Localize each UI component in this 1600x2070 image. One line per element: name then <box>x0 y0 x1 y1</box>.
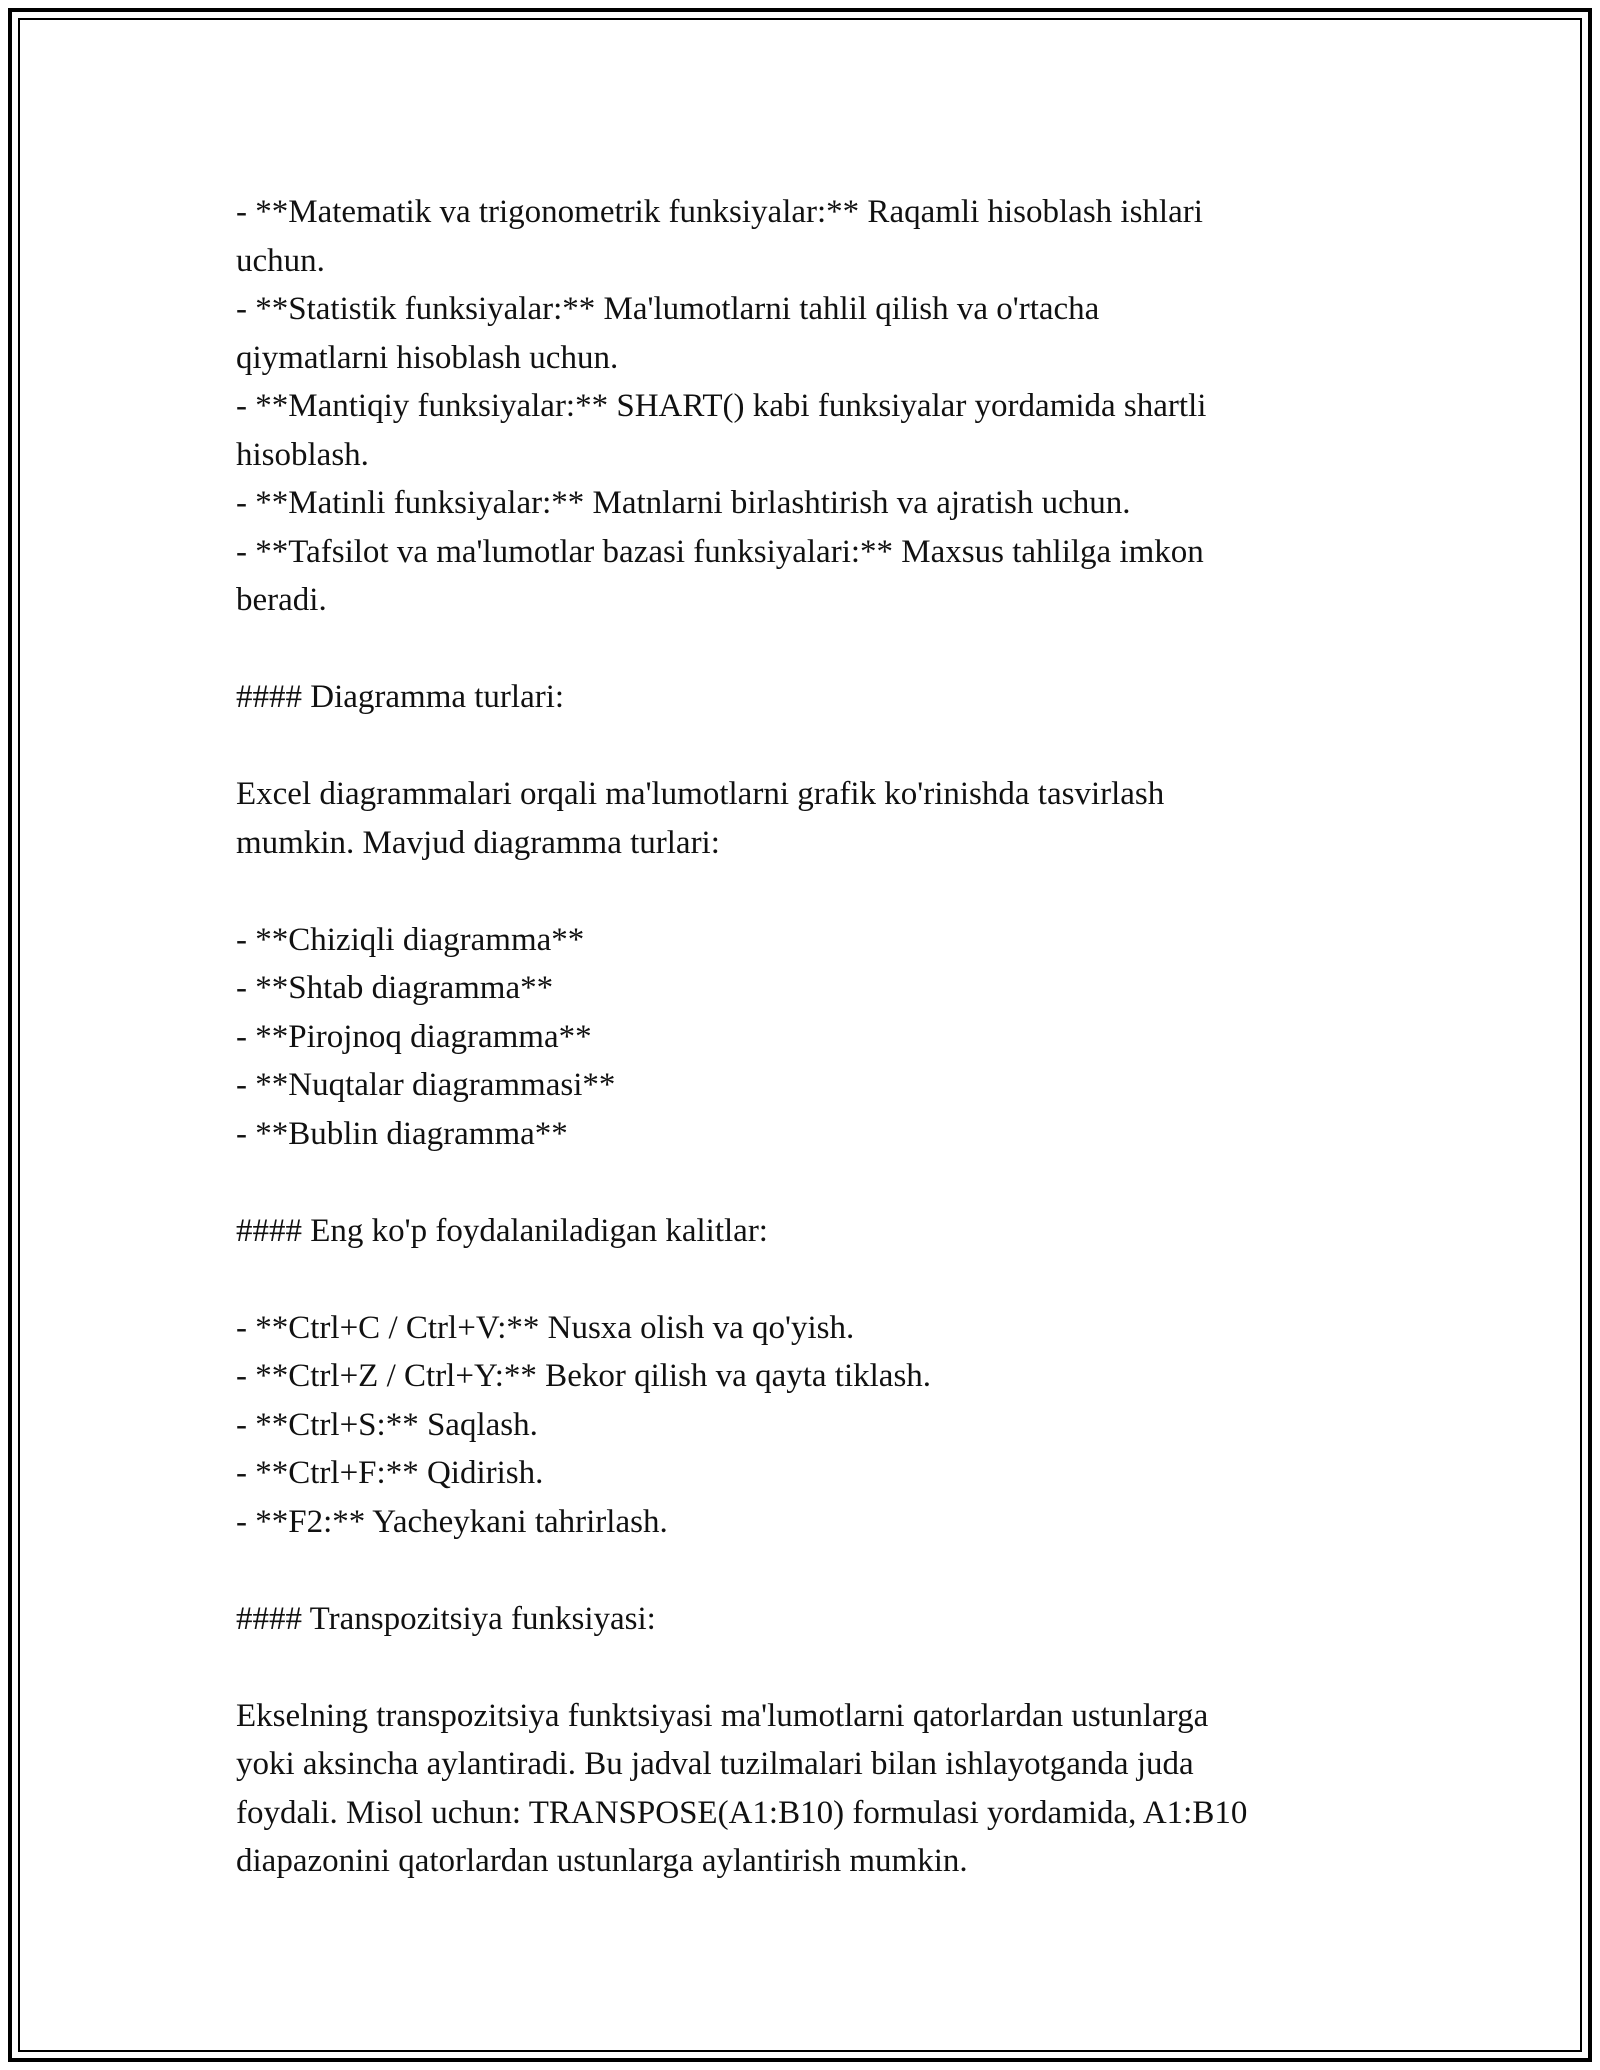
section-heading-kalitlar: #### Eng ko'p foydalaniladigan kalitlar: <box>236 1212 768 1249</box>
list-item: - **Bublin diagramma** <box>236 1115 568 1152</box>
section-heading-transpozitsiya: #### Transpozitsiya funksiyasi: <box>236 1600 656 1637</box>
paragraph-line: Ekselning transpozitsiya funktsiyasi ma'lumotlarni qatorlardan ustunlarga <box>236 1697 1209 1734</box>
paragraph-line: Excel diagrammalari orqali ma'lumotlarni grafik ko'rinishda tasvirlash <box>236 776 1165 812</box>
list-item: - **Matematik va trigonometrik funksiyalar:** Raqamli hisoblash ishlari <box>236 194 1203 230</box>
paragraph-line: mumkin. Mavjud diagramma turlari: <box>236 824 720 861</box>
list-item: - **Nuqtalar diagrammasi** <box>236 1067 616 1103</box>
list-item: - **Matinli funksiyalar:** Matnlarni birlashtirish va ajratish uchun. <box>236 485 1131 521</box>
list-item: - **Ctrl+F:** Qidirish. <box>236 1455 544 1491</box>
spacer <box>236 722 1376 771</box>
spacer <box>236 1643 1376 1692</box>
list-item-continuation: uchun. <box>236 242 325 279</box>
paragraph-line: diapazonini qatorlardan ustunlarga aylantirish mumkin. <box>236 1843 968 1879</box>
list-item-continuation: hisoblash. <box>236 436 369 473</box>
spacer <box>236 1546 1376 1595</box>
spacer <box>236 625 1376 674</box>
paragraph-line: foydali. Misol uchun: TRANSPOSE(A1:B10) formulasi yordamida, A1:B10 <box>236 1794 1248 1831</box>
list-item: - **Ctrl+S:** Saqlash. <box>236 1406 538 1443</box>
list-item: - **Mantiqiy funksiyalar:** SHART() kabi funksiyalar yordamida shartli <box>236 388 1207 424</box>
list-item-continuation: qiymatlarni hisoblash uchun. <box>236 339 619 376</box>
paragraph-line: yoki aksincha aylantiradi. Bu jadval tuzilmalari bilan ishlayotganda juda <box>236 1746 1194 1782</box>
list-item: - **Statistik funksiyalar:** Ma'lumotlarni tahlil qilish va o'rtacha <box>236 291 1100 327</box>
spacer <box>236 1158 1376 1207</box>
list-item: - **Shtab diagramma** <box>236 970 554 1006</box>
document-body <box>236 188 1376 1886</box>
list-item: - **Pirojnoq diagramma** <box>236 1018 592 1055</box>
spacer <box>236 1255 1376 1304</box>
list-item-continuation: beradi. <box>236 582 327 618</box>
list-item: - **Tafsilot va ma'lumotlar bazasi funksiyalari:** Maxsus tahlilga imkon <box>236 533 1204 570</box>
spacer <box>236 867 1376 916</box>
list-item: - **Ctrl+C / Ctrl+V:** Nusxa olish va qo'yish. <box>236 1309 855 1346</box>
list-item: - **Chiziqli diagramma** <box>236 921 585 958</box>
list-item: - **F2:** Yacheykani tahrirlash. <box>236 1503 668 1540</box>
list-item: - **Ctrl+Z / Ctrl+Y:** Bekor qilish va qayta tiklash. <box>236 1358 932 1394</box>
section-heading-diagramma: #### Diagramma turlari: <box>236 679 565 715</box>
